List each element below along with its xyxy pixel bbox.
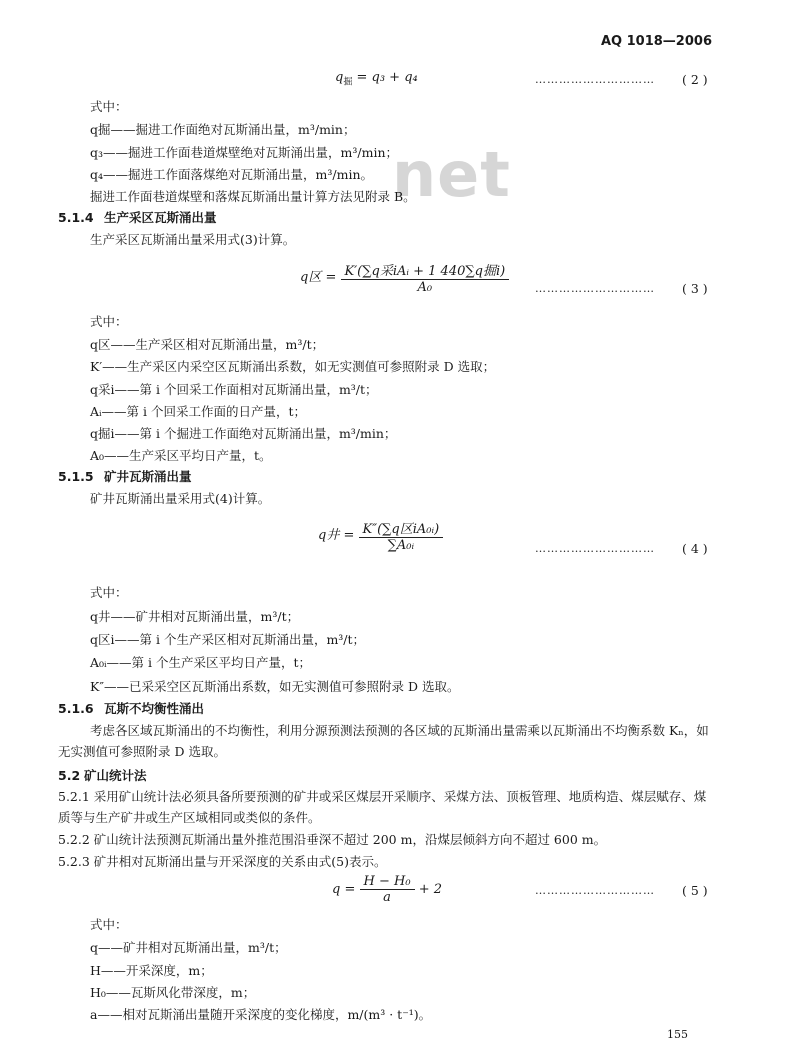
body-paragraph: 5.2.1 采用矿山统计法必须具备所要预测的矿井或采区煤层开采顺序、采煤方法、顶板管理、地质构造、煤层赋存、煤质等与生产矿井或生产区域相同或类似的条件。	[58, 789, 707, 825]
eq2-dots: …………………………	[535, 73, 655, 86]
def-line: q——矿井相对瓦斯涌出量，m³/t；	[90, 940, 287, 955]
def-line: K″——已采采空区瓦斯涌出系数，如无实测值可参照附录 D 选取。	[90, 679, 460, 694]
eq3-denominator: A₀	[417, 280, 433, 295]
eq4-dots: …………………………	[535, 542, 655, 555]
equation-3	[300, 260, 509, 295]
body-paragraph: 5.2.3 矿井相对瓦斯涌出量与开采深度的关系由式(5)表示。	[58, 854, 387, 869]
where-label-4: 式中：	[90, 917, 128, 932]
eq5-numerator: H − H₀	[360, 874, 415, 890]
def-line: H₀——瓦斯风化带深度，m；	[90, 985, 256, 1000]
body-text: 矿井瓦斯涌出量采用式(4)计算。	[90, 491, 271, 506]
eq2-lhs-sub: 掘	[343, 77, 353, 88]
def-line: Aᵢ——第 i 个回采工作面的日产量，t；	[90, 404, 307, 419]
section-heading-5-1-6: 5.1.6 瓦斯不均衡性涌出	[58, 701, 205, 716]
body-paragraph: 5.2.2 矿山统计法预测瓦斯涌出量外推范围沿垂深不超过 200 m，沿煤层倾斜方向不超过 600 m。	[58, 832, 607, 847]
eq2-lhs: q	[335, 70, 344, 85]
def-line: H——开采深度，m；	[90, 963, 213, 978]
eq2-rhs: = q₃ + q₄	[356, 70, 418, 85]
eq3-dots: …………………………	[535, 282, 655, 295]
eq4-denominator: ∑A₀ᵢ	[387, 538, 415, 553]
eq3-numerator: K′(∑q采iAᵢ + 1 440∑q掘i)	[341, 260, 510, 280]
section-heading-5-2: 5.2 矿山统计法	[58, 768, 147, 783]
document-header: AQ 1018—2006	[600, 34, 712, 49]
where-label-1: 式中：	[90, 99, 128, 114]
note-line: 掘进工作面巷道煤壁和落煤瓦斯涌出量计算方法见附录 B。	[90, 189, 416, 204]
eq3-lhs: q区 =	[300, 270, 337, 285]
watermark: net	[392, 138, 511, 211]
def-line: A₀——生产采区平均日产量，t。	[90, 448, 272, 463]
body-text: 生产采区瓦斯涌出量采用式(3)计算。	[90, 232, 296, 247]
equation-2	[335, 70, 418, 88]
eq3-number: ( 3 )	[682, 281, 708, 296]
eq2-number: ( 2 )	[682, 72, 708, 87]
eq5-tail: + 2	[418, 882, 442, 897]
eq5-fraction	[360, 874, 415, 905]
def-line: q₃——掘进工作面巷道煤壁绝对瓦斯涌出量，m³/min；	[90, 145, 398, 160]
equation-5	[332, 874, 442, 905]
eq4-number: ( 4 )	[682, 541, 708, 556]
where-label-3: 式中：	[90, 585, 128, 600]
def-line: A₀ᵢ——第 i 个生产采区平均日产量，t；	[90, 655, 312, 670]
eq4-lhs: q井 =	[318, 528, 355, 543]
eq4-numerator: K″(∑q区iA₀ᵢ)	[359, 518, 444, 538]
def-line: K′——生产采区内采空区瓦斯涌出系数，如无实测值可参照附录 D 选取；	[90, 359, 496, 374]
def-line: q采i——第 i 个回采工作面相对瓦斯涌出量，m³/t；	[90, 382, 378, 397]
eq5-lhs: q =	[332, 882, 356, 897]
def-line: q掘——掘进工作面绝对瓦斯涌出量，m³/min；	[90, 122, 356, 137]
section-heading-5-1-5: 5.1.5 矿井瓦斯涌出量	[58, 469, 192, 484]
section-heading-5-1-4: 5.1.4 生产采区瓦斯涌出量	[58, 210, 217, 225]
eq3-fraction	[341, 260, 510, 295]
page-number: 155	[667, 1028, 688, 1041]
eq5-number: ( 5 )	[682, 883, 708, 898]
def-line: q区——生产采区相对瓦斯涌出量，m³/t；	[90, 337, 325, 352]
body-paragraph: 考虑各区域瓦斯涌出的不均衡性，利用分源预测法预测的各区域的瓦斯涌出量需乘以瓦斯涌出不均衡系数 Kₙ，如无实测值可参照附录 D 选取。	[58, 723, 709, 759]
def-line: q井——矿井相对瓦斯涌出量，m³/t；	[90, 609, 300, 624]
equation-4	[318, 518, 443, 553]
def-line: q区i——第 i 个生产采区相对瓦斯涌出量，m³/t；	[90, 632, 366, 647]
eq4-fraction	[359, 518, 444, 553]
eq5-denominator: a	[383, 890, 391, 905]
eq5-dots: …………………………	[535, 884, 655, 897]
def-line: q₄——掘进工作面落煤绝对瓦斯涌出量，m³/min。	[90, 167, 373, 182]
def-line: q掘i——第 i 个掘进工作面绝对瓦斯涌出量，m³/min；	[90, 426, 397, 441]
where-label-2: 式中：	[90, 314, 128, 329]
def-line: a——相对瓦斯涌出量随开采深度的变化梯度，m/(m³ · t⁻¹)。	[90, 1007, 432, 1022]
